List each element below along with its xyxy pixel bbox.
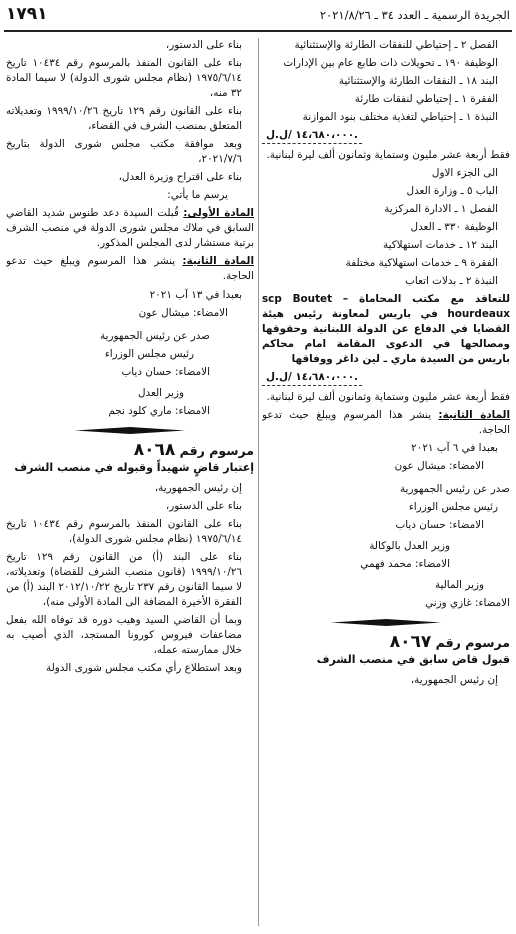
text-line: النبذة ١ ـ إحتياطي لتغذية مختلف بنود الموازنة <box>302 111 498 123</box>
text-line: البند ١٢ ـ خدمات استهلاكية <box>383 239 498 251</box>
text-line: الوظيفة ١٩٠ ـ تحويلات ذات طابع عام بين الإدارات <box>283 57 498 69</box>
left-column <box>6 38 254 928</box>
signature: الامضاء: غازي وزني <box>425 597 510 609</box>
amount: ١٤،٦٨٠،٠٠٠ /ل.ل. <box>262 370 362 386</box>
page-number: ١٧٩١ <box>6 4 48 24</box>
issued-by: صدر عن رئيس الجمهورية <box>99 330 210 342</box>
text-line: وبعد استطلاع رأي مكتب مجلس شورى الدولة <box>46 662 242 674</box>
decree-title: إعتبار قاضٍ شهيداً وقبوله في منصب الشرف <box>14 461 254 474</box>
text-line: الوظيفة ٣٣٠ ـ العدل <box>410 221 498 233</box>
text-line: إن رئيس الجمهورية، <box>410 674 498 686</box>
decree-heading <box>6 440 254 460</box>
official-title: رئيس مجلس الوزراء <box>104 348 194 360</box>
article-text: ينشر هذا المرسوم ويبلغ حيث تدعو الحاجة. <box>6 255 254 282</box>
page-header <box>4 4 512 32</box>
text-line: الفقرة ٩ ـ خدمات استهلاكية مختلفة <box>345 257 498 269</box>
decree-date: بعبدا في ١٣ آب ٢٠٢١ <box>149 289 242 301</box>
text-line: بناء على القانون رقم ١٢٩ تاريخ ١٩٩٩/١٠/٢٦ وتعديلاته المتعلق بمنصب الشرف في القضاء، <box>6 105 243 132</box>
right-column <box>262 38 510 928</box>
official-title: رئيس مجلس الوزراء <box>408 501 498 513</box>
issued-by: صدر عن رئيس الجمهورية <box>399 483 510 495</box>
signature: الامضاء: حسان دياب <box>121 366 210 378</box>
official-title: وزير المالية <box>434 579 484 591</box>
text-line: إن رئيس الجمهورية، <box>154 482 242 494</box>
text-line: الفصل ٢ ـ إحتياطي للنفقات الطارئة والإستثنائية <box>294 39 498 51</box>
article-text: ينشر هذا المرسوم ويبلغ حيث تدعو الحاجة. <box>262 409 510 436</box>
signature: الامضاء: ميشال عون <box>394 460 484 472</box>
amount: ١٤،٦٨٠،٠٠٠ /ل.ل. <box>262 128 362 144</box>
text-line: بناء على اقتراح وزيرة العدل، <box>118 171 242 183</box>
amount-words: فقط أربعة عشر مليون وستماية وثمانون ألف ليرة لبنانية. <box>266 391 510 403</box>
text-line: وبما أن القاضي السيد وهيب دوره قد توفاه الله بفعل مضاعفات فيروس كورونا المستجد، الذي أصيب به خلال ممارسته عمله، <box>6 614 242 656</box>
text-line: النبذة ٢ ـ بدلات اتعاب <box>405 275 498 287</box>
text-line: بناء على البند (أ) من القانون رقم ١٢٩ تاريخ ١٩٩٩/١٠/٢٦ (قانون منصب الشرف للقضاة) وتعديلاته، لا سيما القانون رقم ٢٣٧ تاريخ ٢٠١٢/١٠/٢٢ البند (أ) من الفقرة الأخيرة المضافة الى المادة الأولى منه)، <box>6 551 243 608</box>
text-line: الفقرة ١ ـ إحتياطي لنفقات طارئة <box>354 93 498 105</box>
official-title: وزير العدل <box>137 387 184 399</box>
text-line: بناء على الدستور، <box>165 39 242 51</box>
signature: الامضاء: حسان دياب <box>395 519 484 531</box>
signature: الامضاء: محمد فهمي <box>360 558 450 570</box>
column-divider <box>258 38 259 926</box>
decree-heading <box>262 632 510 652</box>
decree-title: قبول قاض سابق في منصب الشرف <box>316 653 510 666</box>
article-two <box>6 254 254 284</box>
text-line: وبعد موافقة مكتب مجلس شورى الدولة بتاريخ ٢٠٢١/٧/٦، <box>6 138 242 165</box>
text-line: الباب ٥ ـ وزارة العدل <box>406 185 498 197</box>
official-title: وزير العدل بالوكالة <box>369 540 450 552</box>
decree-label: مرسوم رقم <box>179 443 254 458</box>
decree-number: ٨٠٦٨ <box>133 440 176 460</box>
text-line: الفصل ١ ـ الادارة المركزية <box>384 203 498 215</box>
amount-words: فقط أربعة عشر مليون وستماية وثمانون ألف ليرة لبنانية. <box>266 149 510 161</box>
decree-date: بعبدا في ٦ آب ٢٠٢١ <box>411 442 498 454</box>
text-line: البند ١٨ ـ النفقات الطارئة والإستثنائية <box>338 75 498 87</box>
contract-description: للتعاقد مع مكتب المحاماة – scp Boutet hourdeaux في باريس لمعاونة رئيس هيئة القضايا في الدفاع عن الدولة اللبنانية وحقوقها ومصالحها في الدعوى المقامة امام محاكم باريس من السيدة ماري ـ لين داغر ووفاقها <box>262 293 510 365</box>
article-label: المادة الثانية: <box>182 255 254 267</box>
text-line: يرسم ما يأتي: <box>167 189 228 201</box>
text-line: بناء على الدستور، <box>165 500 242 512</box>
text-line: بناء على القانون المنفذ بالمرسوم رقم ١٠٤٣٤ تاريخ ١٩٧٥/٦/١٤ (نظام مجلس شورى الدولة)، <box>6 518 242 545</box>
article-two <box>262 408 510 438</box>
article-text: قُبلت السيدة دعد طنوس شديد القاضي السابق في ملاك مجلس شورى الدولة في منصب الشرف برتبة مستشار لدى المجلس المذكور. <box>6 207 254 249</box>
gazette-title: الجريدة الرسمية ـ العدد ٣٤ ـ ٢٠٢١/٨/٢٦ <box>319 8 510 22</box>
text-line: بناء على القانون المنفذ بالمرسوم رقم ١٠٤٣٤ تاريخ ١٩٧٥/٦/١٤ (نظام مجلس شورى الدولة) لا سيما المادة ٣٢ منه، <box>6 57 242 99</box>
decree-number: ٨٠٦٧ <box>389 632 432 652</box>
section-separator <box>262 619 510 627</box>
article-one <box>6 206 254 251</box>
section-separator <box>6 427 254 435</box>
signature: الامضاء: ميشال عون <box>138 307 228 319</box>
decree-label: مرسوم رقم <box>435 635 510 650</box>
article-label: المادة الثانية: <box>438 409 510 421</box>
article-label: المادة الأولى: <box>183 207 254 219</box>
signature: الامضاء: ماري كلود نجم <box>108 405 210 417</box>
text-line: الى الجزء الاول <box>431 167 498 179</box>
